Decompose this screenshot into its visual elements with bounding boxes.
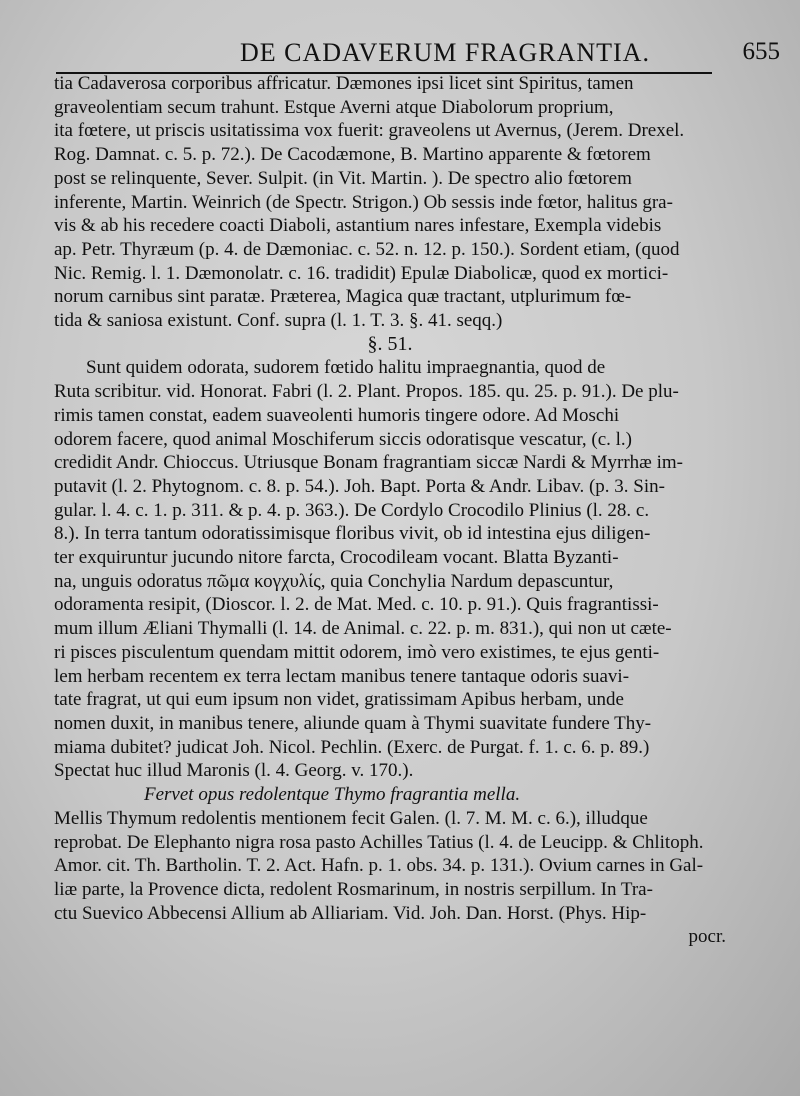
text-line: tia Cadaverosa corporibus affricatur. Dæmones ipsi licet sint Spiritus, tamen: [54, 73, 634, 94]
catchword: pocr.: [688, 926, 726, 948]
text-line: norum carnibus sint paratæ. Præterea, Magica quæ tractant, utplurimum fœ-: [54, 286, 632, 308]
text-line: ctu Suevico Abbecensi Allium ab Alliariam. Vid. Joh. Dan. Horst. (Phys. Hip-: [54, 902, 647, 924]
verse-quotation: Fervet opus redolentque Thymo fragrantia mella.: [144, 784, 521, 806]
body-text: [54, 72, 726, 949]
text-line: liæ parte, la Provence dicta, redolent Rosmarinum, in nostris serpillum. In Tra-: [54, 878, 653, 900]
section-heading: §. 51.: [367, 332, 413, 355]
text-line: ita fœtere, ut priscis usitatissima vox fuerit: graveolens ut Avernus, (Jerem. Drexel.: [54, 120, 685, 142]
text-line: Mellis Thymum redolentis mentionem fecit Galen. (l. 7. M. M. c. 6.), illudque: [54, 807, 648, 829]
text-line: putavit (l. 2. Phytognom. c. 8. p. 54.). Joh. Bapt. Porta & Andr. Libav. (p. 3. Sin-: [54, 475, 665, 497]
text-line: odoramenta resipit, (Dioscor. l. 2. de Mat. Med. c. 10. p. 91.). Quis fragrantissi-: [54, 594, 659, 616]
text-line: vis & ab his recedere coacti Diaboli, astantium nares infestare, Exempla videbis: [54, 215, 662, 237]
text-line: Spectat huc illud Maronis (l. 4. Georg. v. 170.).: [54, 760, 414, 782]
text-line: nomen duxit, in manibus tenere, aliunde quam à Thymi suavitate fundere Thy-: [54, 712, 652, 734]
text-line: 8.). In terra tantum odoratissimisque floribus vivit, ob id intestina ejus diligen-: [54, 523, 651, 545]
text-line: rimis tamen constat, eadem suaveolenti humoris tingere odore. Ad Moschi: [54, 404, 620, 426]
text-line: gular. l. 4. c. 1. p. 311. & p. 4. p. 363.). De Cordylo Crocodilo Plinius (l. 28. c.: [54, 499, 650, 521]
text-line: miama dubitet? judicat Joh. Nicol. Pechlin. (Exerc. de Purgat. f. 1. c. 6. p. 89.): [54, 736, 650, 758]
text-line: ri pisces pisculentum quendam mittit odorem, imò vero existimes, te ejus genti-: [54, 641, 660, 663]
text-line: na, unguis odoratus πῶμα κογχυλίς, quia Conchylia Nardum depascuntur,: [54, 570, 614, 592]
text-line: graveolentiam secum trahunt. Estque Averni atque Diabolorum proprium,: [54, 96, 614, 118]
page-number: 655: [742, 38, 780, 65]
text-line: tida & saniosa existunt. Conf. supra (l. 1. T. 3. §. 41. seqq.): [54, 310, 503, 332]
running-header: [60, 38, 780, 74]
text-line: Nic. Remig. l. 1. Dæmonolatr. c. 16. tradidit) Epulæ Diabolicæ, quod ex mortici-: [54, 262, 669, 284]
text-line: Amor. cit. Th. Bartholin. T. 2. Act. Hafn. p. 1. obs. 34. p. 131.). Ovium carnes in Gal-: [54, 855, 704, 877]
text-line: ap. Petr. Thyræum (p. 4. de Dæmoniac. c. 52. n. 12. p. 150.). Sordent etiam, (quod: [54, 238, 680, 260]
text-line: tate fragrat, ut qui eum ipsum non videt, gratissimam Apibus herbam, unde: [54, 689, 624, 711]
running-title: DE CADAVERUM FRAGRANTIA.: [240, 38, 650, 67]
text-line: lem herbam recentem ex terra lectam manibus tenere tantaque odoris suavi-: [54, 665, 630, 687]
text-line: Ruta scribitur. vid. Honorat. Fabri (l. 2. Plant. Propos. 185. qu. 25. p. 91.). De plu-: [54, 381, 679, 403]
text-line: post se relinquente, Sever. Sulpit. (in Vit. Martin. ). De spectro alio fœtorem: [54, 167, 632, 189]
text-line: Rog. Damnat. c. 5. p. 72.). De Cacodæmone, B. Martino apparente & fœtorem: [54, 144, 651, 166]
text-line: mum illum Æliani Thymalli (l. 14. de Animal. c. 22. p. m. 831.), qui non ut cæte-: [54, 618, 672, 640]
text-line: credidit Andr. Chioccus. Utriusque Bonam fragrantiam siccæ Nardi & Myrrhæ im-: [54, 452, 683, 474]
text-line: Sunt quidem odorata, sudorem fœtido halitu impraegnantia, quod de: [86, 357, 606, 379]
text-line: inferente, Martin. Weinrich (de Spectr. Strigon.) Ob sessis inde fœtor, halitus gra-: [54, 191, 673, 213]
text-line: ter exquiruntur jucundo nitore farcta, Crocodileam vocant. Blatta Byzanti-: [54, 547, 619, 569]
text-line: odorem facere, quod animal Moschiferum siccis odoratisque vescatur, (c. l.): [54, 428, 633, 450]
text-line: reprobat. De Elephanto nigra rosa pasto Achilles Tatius (l. 4. de Leucipp. & Chlitoph.: [54, 831, 704, 853]
